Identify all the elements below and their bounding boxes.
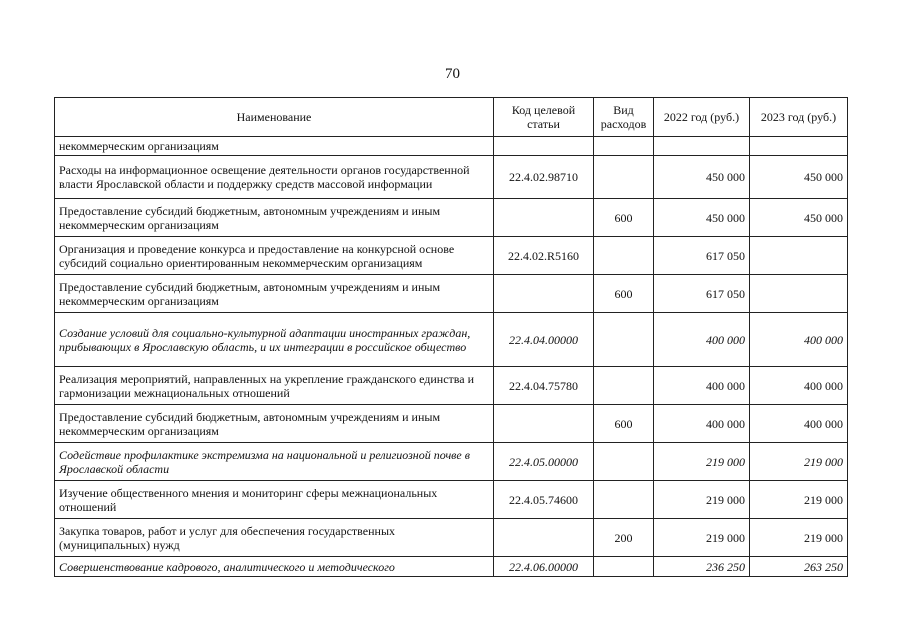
- table-row: [55, 443, 848, 481]
- row-code: 22.4.02.R5160: [494, 237, 594, 275]
- row-type: 600: [594, 275, 654, 313]
- table-row: [55, 367, 848, 405]
- row-name: Предоставление субсидий бюджетным, автономным учреждениям и иным некоммерческим организациям: [55, 405, 494, 443]
- row-name: некоммерческим организациям: [55, 137, 494, 156]
- table-row: [55, 137, 848, 156]
- budget-table: [54, 97, 848, 577]
- row-name: Организация и проведение конкурса и предоставление на конкурсной основе субсидий социально ориентированным некоммерческим организациям: [55, 237, 494, 275]
- row-2023: 263 250: [750, 557, 848, 577]
- row-type: [594, 367, 654, 405]
- table-row: [55, 237, 848, 275]
- row-2023: 400 000: [750, 405, 848, 443]
- row-type: [594, 557, 654, 577]
- row-2023: 219 000: [750, 481, 848, 519]
- row-2022: 450 000: [654, 156, 750, 199]
- header-name: Наименование: [55, 98, 494, 137]
- row-2023: [750, 137, 848, 156]
- row-name: Содействие профилактике экстремизма на национальной и религиозной почве в Ярославской области: [55, 443, 494, 481]
- row-code: [494, 405, 594, 443]
- row-2023: 219 000: [750, 519, 848, 557]
- row-2023: 450 000: [750, 199, 848, 237]
- row-type: [594, 313, 654, 367]
- row-type: 600: [594, 405, 654, 443]
- row-2023: [750, 275, 848, 313]
- table-row: [55, 156, 848, 199]
- row-2022: 617 050: [654, 275, 750, 313]
- row-2022: 400 000: [654, 405, 750, 443]
- header-2022: 2022 год (руб.): [654, 98, 750, 137]
- row-2023: 450 000: [750, 156, 848, 199]
- row-name: Предоставление субсидий бюджетным, автономным учреждениям и иным некоммерческим организациям: [55, 199, 494, 237]
- row-2023: 400 000: [750, 367, 848, 405]
- table-row: [55, 275, 848, 313]
- row-name: Изучение общественного мнения и мониторинг сферы межнациональных отношений: [55, 481, 494, 519]
- header-code: Код целевой статьи: [494, 98, 594, 137]
- row-2022: 450 000: [654, 199, 750, 237]
- row-type: 600: [594, 199, 654, 237]
- row-2022: [654, 137, 750, 156]
- row-code: 22.4.04.00000: [494, 313, 594, 367]
- table-row: [55, 481, 848, 519]
- row-code: 22.4.02.98710: [494, 156, 594, 199]
- header-type: Вид расходов: [594, 98, 654, 137]
- row-2022: 400 000: [654, 367, 750, 405]
- row-type: 200: [594, 519, 654, 557]
- row-type: [594, 443, 654, 481]
- row-code: [494, 137, 594, 156]
- row-2022: 236 250: [654, 557, 750, 577]
- row-2023: 400 000: [750, 313, 848, 367]
- row-name: Расходы на информационное освещение деятельности органов государственной власти Ярославской области и поддержку средств массовой информации: [55, 156, 494, 199]
- row-name: Совершенствование кадрового, аналитического и методического: [55, 557, 494, 577]
- table-row: [55, 313, 848, 367]
- row-2022: 400 000: [654, 313, 750, 367]
- row-2022: 219 000: [654, 481, 750, 519]
- row-code: 22.4.05.74600: [494, 481, 594, 519]
- row-code: 22.4.04.75780: [494, 367, 594, 405]
- table-header-row: [55, 98, 848, 137]
- table-row: [55, 557, 848, 577]
- row-type: [594, 137, 654, 156]
- page-number: 70: [445, 66, 460, 82]
- row-code: [494, 519, 594, 557]
- row-code: [494, 275, 594, 313]
- row-code: 22.4.05.00000: [494, 443, 594, 481]
- table-row: [55, 519, 848, 557]
- row-2023: [750, 237, 848, 275]
- row-2022: 219 000: [654, 443, 750, 481]
- row-name: Закупка товаров, работ и услуг для обеспечения государственных (муниципальных) нужд: [55, 519, 494, 557]
- table-body: [55, 137, 848, 577]
- row-2023: 219 000: [750, 443, 848, 481]
- row-type: [594, 481, 654, 519]
- table-row: [55, 405, 848, 443]
- row-code: 22.4.06.00000: [494, 557, 594, 577]
- row-type: [594, 156, 654, 199]
- row-name: Реализация мероприятий, направленных на укрепление гражданского единства и гармонизации межнациональных отношений: [55, 367, 494, 405]
- row-2022: 219 000: [654, 519, 750, 557]
- header-2023: 2023 год (руб.): [750, 98, 848, 137]
- row-name: Создание условий для социально-культурной адаптации иностранных граждан, прибывающих в Ярославскую область, и их интеграции в российское общество: [55, 313, 494, 367]
- row-code: [494, 199, 594, 237]
- row-2022: 617 050: [654, 237, 750, 275]
- table-row: [55, 199, 848, 237]
- row-type: [594, 237, 654, 275]
- row-name: Предоставление субсидий бюджетным, автономным учреждениям и иным некоммерческим организациям: [55, 275, 494, 313]
